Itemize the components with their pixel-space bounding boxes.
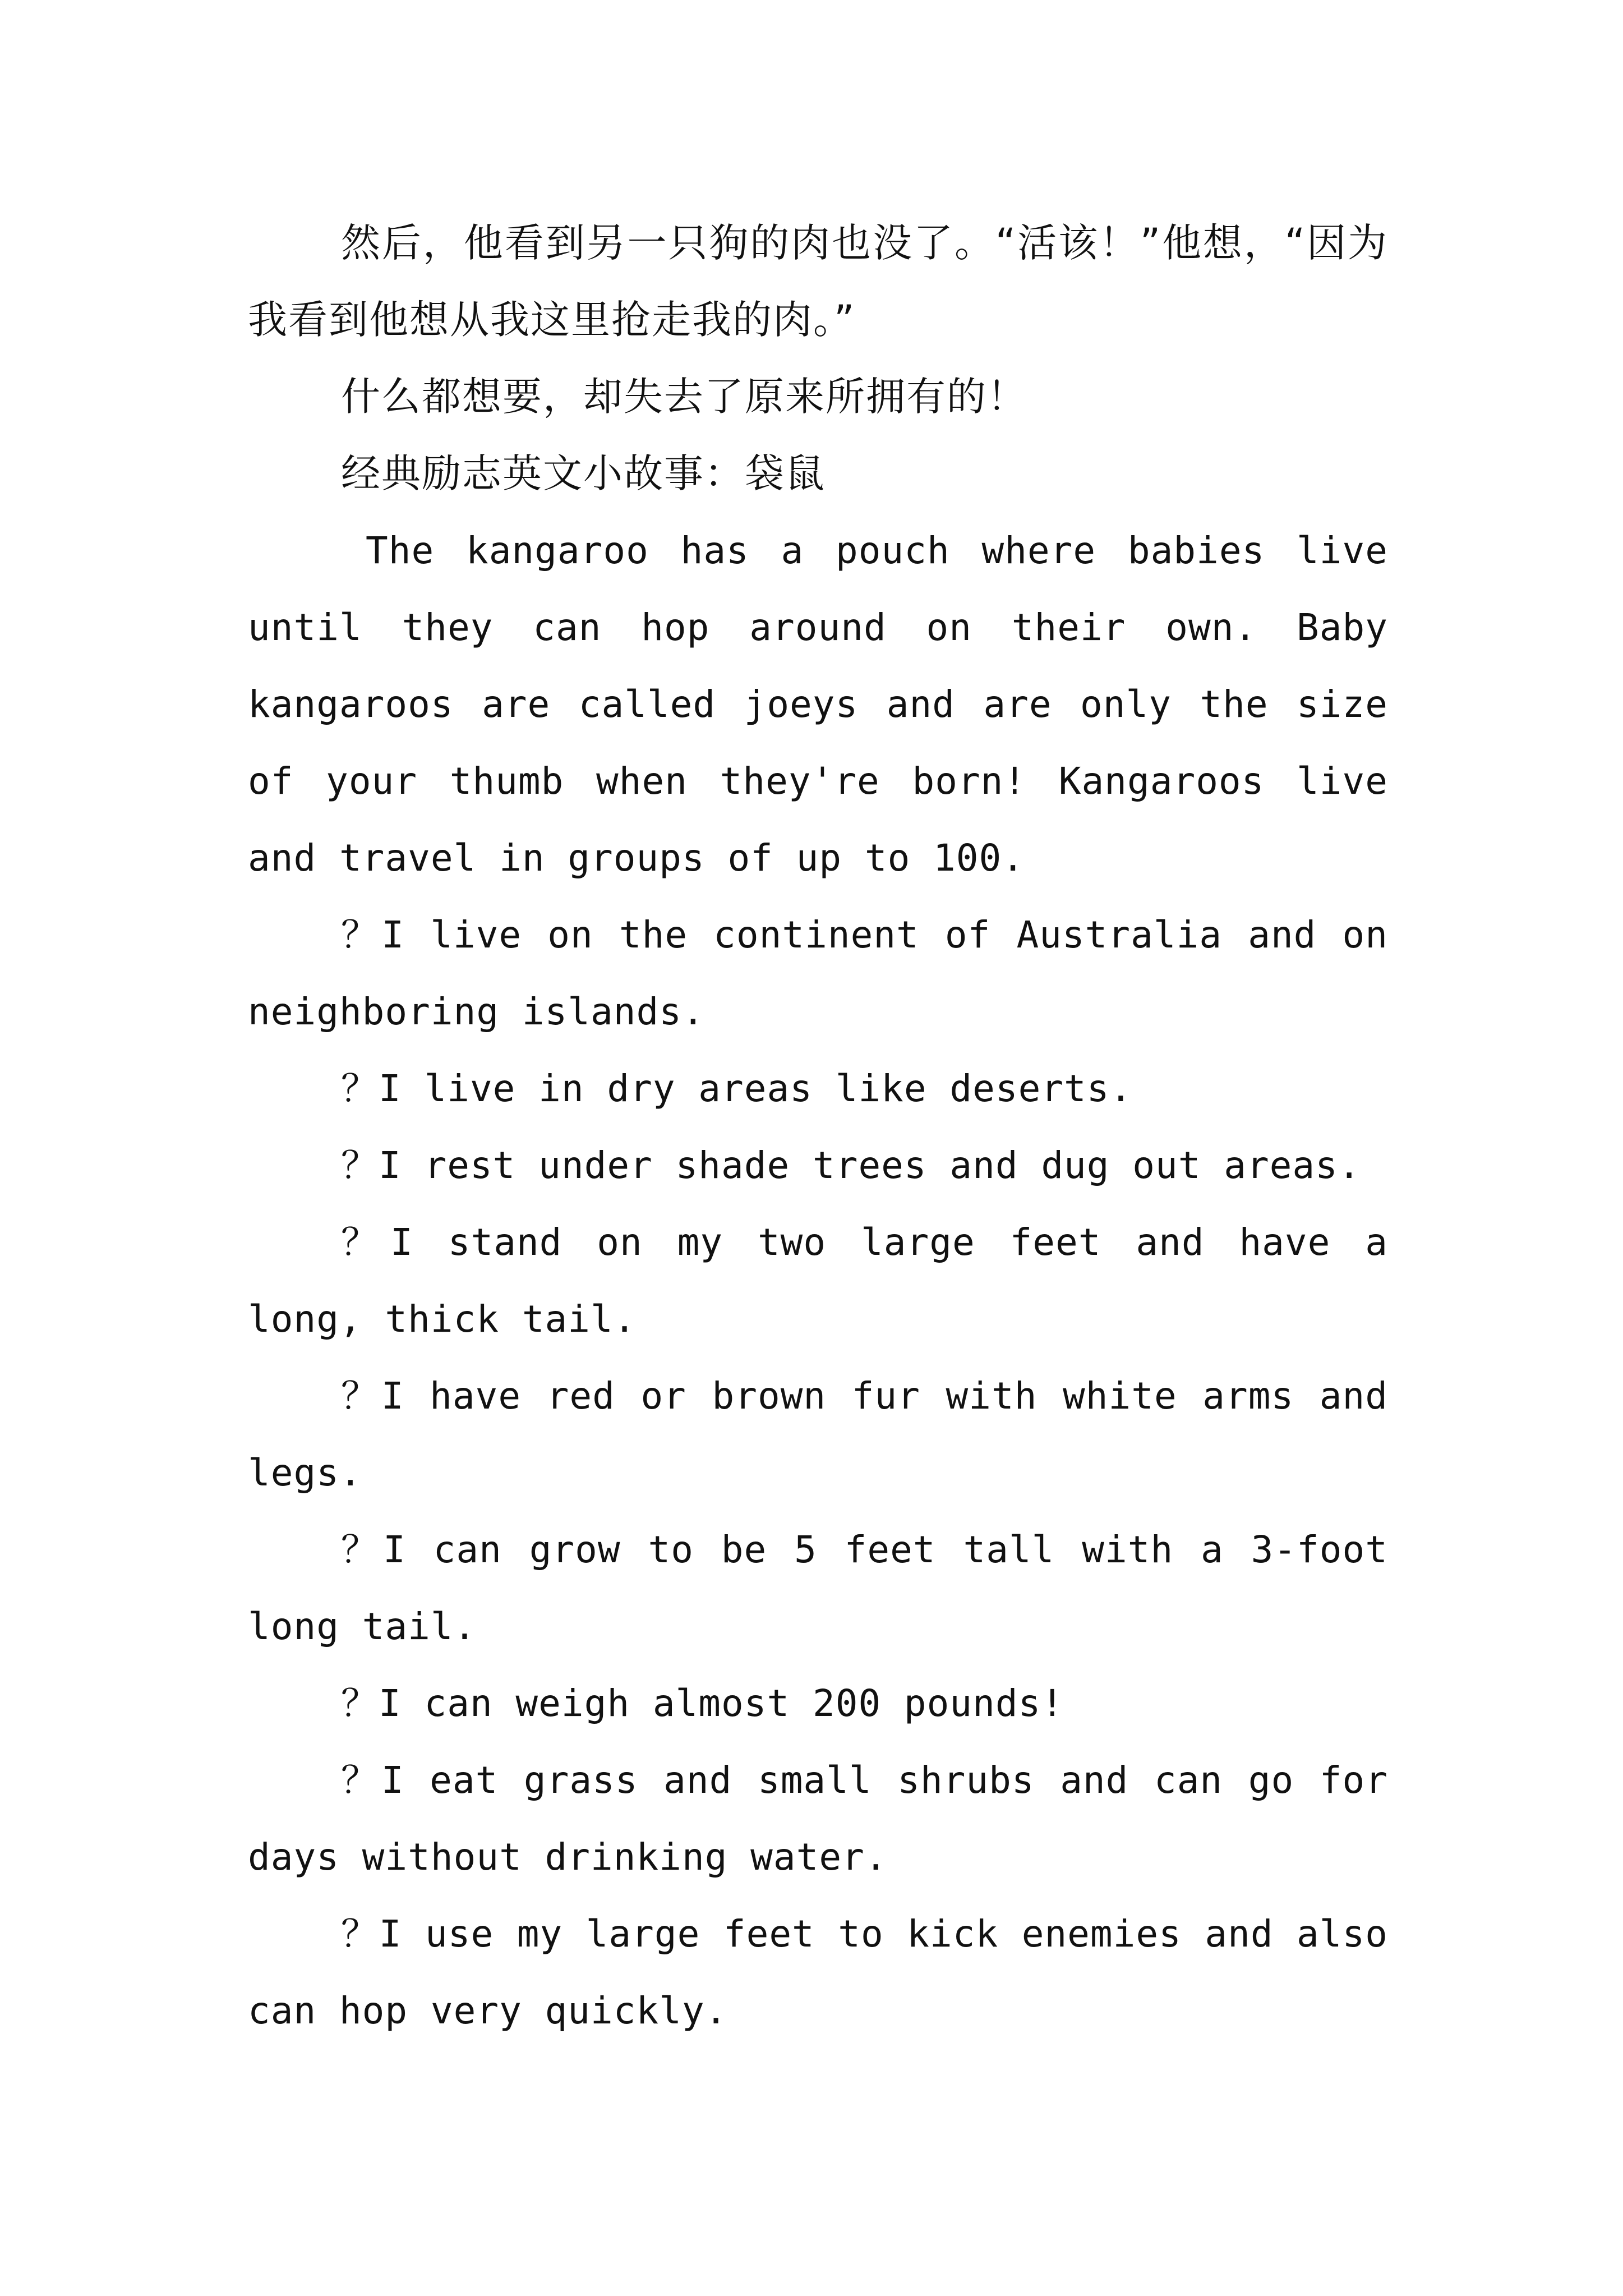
fact-item: ？I live in dry areas like deserts. — [341, 1067, 1133, 1110]
fact-item: ？I have red or brown fur with white arms and legs. — [248, 1374, 1388, 1494]
moral-paragraph: 什么都想要，却失去了原来所拥有的！ — [341, 374, 1027, 420]
fact-item: ？I use my large feet to kick enemies and also can hop very quickly. — [248, 1912, 1388, 2032]
fact-item: ？I rest under shade trees and dug out areas. — [341, 1144, 1361, 1187]
fact-item: ？I stand on my two large feet and have a long, thick tail. — [248, 1221, 1388, 1341]
fact-item: ？I eat grass and small shrubs and can go for days without drinking water. — [248, 1759, 1388, 1879]
document-body — [248, 205, 1388, 2049]
kangaroo-intro-paragraph: The kangaroo has a pouch where babies live until they can hop around on their own. Baby kangaroos are called joeys and are only the size of your thumb when they're born! Kangaroos live and travel in groups of up to 100. — [248, 529, 1388, 880]
story-ending-paragraph: 然后，他看到另一只狗的肉也没了。“活该！”他想，“因为我看到他想从我这里抢走我的肉。” — [248, 220, 1388, 343]
fact-item: ？I can grow to be 5 feet tall with a 3-foot long tail. — [248, 1528, 1388, 1648]
fact-item: ？I live on the continent of Australia and on neighboring islands. — [248, 913, 1388, 1033]
fact-item: ？I can weigh almost 200 pounds! — [341, 1682, 1064, 1725]
section-heading: 经典励志英文小故事：袋鼠 — [341, 450, 826, 496]
